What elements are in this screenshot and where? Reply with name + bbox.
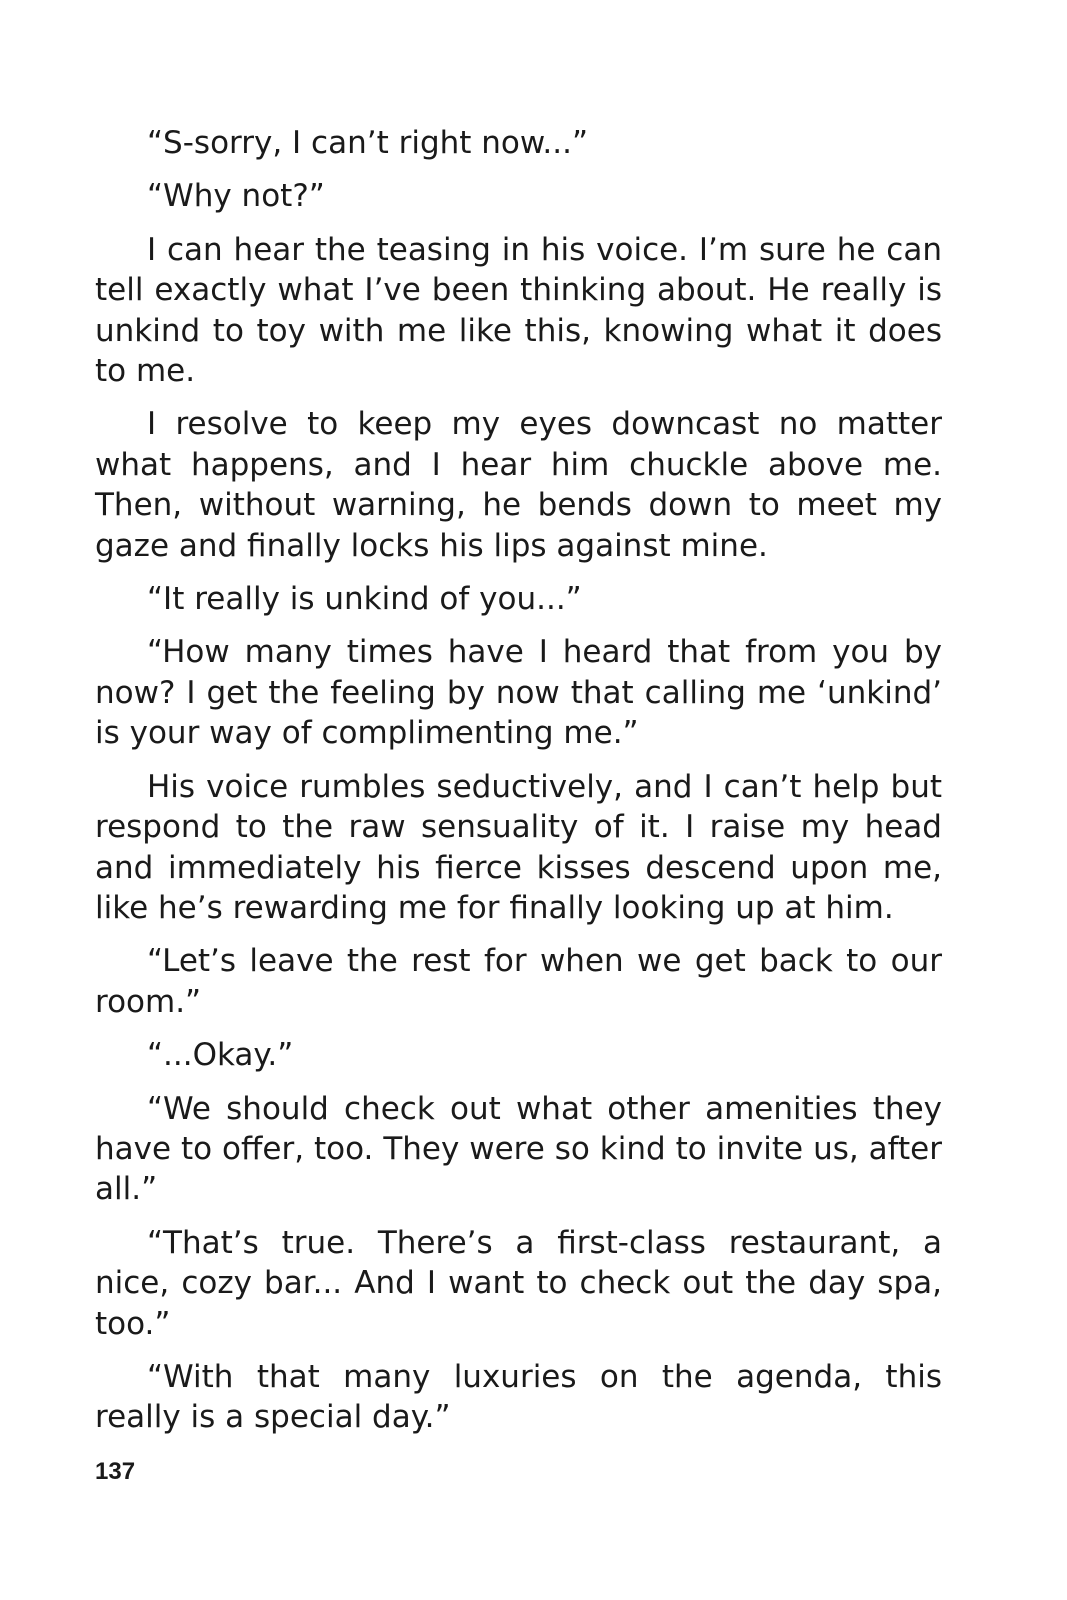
paragraph: “It really is unkind of you...”: [147, 581, 582, 618]
paragraph: “Why not?”: [147, 178, 325, 215]
paragraph: “With that many luxuries on the agenda, this really is a special day.”: [95, 1358, 942, 1436]
paragraph: I can hear the teasing in his voice. I’m sure he can tell exactly what I’ve been thinking about. He really is unkind to toy with me like this, knowing what it does to me.: [95, 231, 942, 390]
paragraph: “S-sorry, I can’t right now...”: [147, 125, 589, 161]
page-number: 137: [95, 1458, 136, 1485]
body-text: [95, 123, 942, 1451]
paragraph: “Let’s leave the rest for when we get back to our room.”: [95, 943, 942, 1020]
paragraph: “That’s true. There’s a first-class restaurant, a nice, cozy bar... And I want to check out the day spa, too.”: [95, 1224, 942, 1342]
paragraph: “How many times have I heard that from you by now? I get the feeling by now that calling me ‘unkind’ is your way of complimenting me.”: [95, 634, 942, 752]
paragraph: His voice rumbles seductively, and I can’t help but respond to the raw sensuality of it. I raise my head and immediately his fierce kisses descend upon me, like he’s rewarding me for finally looking up at him.: [95, 768, 942, 926]
paragraph: “We should check out what other amenities they have to offer, too. They were so kind to invite us, after all.”: [95, 1090, 942, 1208]
paragraph: “...Okay.”: [147, 1037, 294, 1074]
paragraph: I resolve to keep my eyes downcast no matter what happens, and I hear him chuckle above me. Then, without warning, he bends down to meet my gaze and finally locks his lips against mine.: [95, 406, 942, 564]
